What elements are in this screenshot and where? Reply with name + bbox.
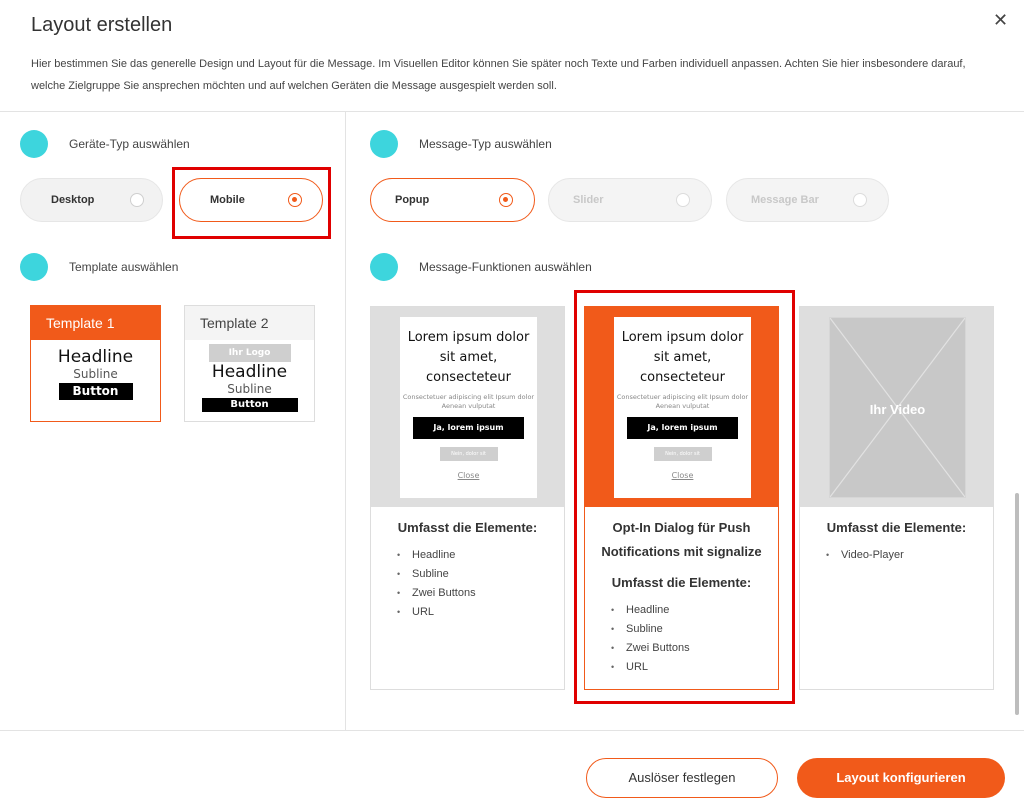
mock-text: Consectetuer adipiscing elit Ipsum dolor Aenean vulputat (402, 393, 535, 410)
device-option-label: Desktop (51, 194, 95, 206)
radio-icon (853, 193, 867, 207)
list-item: • Subline (611, 620, 778, 639)
list-item: • Zwei Buttons (611, 639, 778, 658)
list-item: • URL (611, 658, 778, 677)
template-name: Template 1 (31, 306, 160, 340)
template-subline: Subline (227, 382, 272, 396)
list-item: • Subline (397, 565, 564, 584)
card-preview (371, 307, 564, 507)
function-card-video[interactable] (799, 306, 994, 690)
card-heading: Umfasst die Elemente: (397, 520, 538, 535)
mock-secondary-button: Nein, dolor sit (654, 447, 712, 461)
list-item: • Headline (611, 601, 778, 620)
divider-top (0, 111, 1024, 112)
card-element-list (800, 546, 993, 565)
template-option-1[interactable] (30, 305, 161, 422)
configure-layout-button[interactable]: Layout konfigurieren (797, 758, 1005, 798)
radio-icon (676, 193, 690, 207)
highlight-frame-push-card (574, 290, 795, 704)
mock-title: Lorem ipsum dolor sit amet, consecteteur (407, 330, 530, 385)
video-placeholder (829, 317, 966, 498)
step-label-functions: Message-Funktionen auswählen (419, 260, 592, 274)
step-label-message-type: Message-Typ auswählen (419, 137, 552, 151)
list-item: • Video-Player (826, 546, 993, 565)
card-title: Opt-In Dialog für Push Notifications mit signalize (601, 520, 762, 559)
mock-primary-button: Ja, lorem ipsum (413, 417, 524, 439)
popup-mockup (400, 317, 537, 498)
step-label-template: Template auswählen (69, 260, 179, 274)
scrollbar[interactable] (1015, 493, 1019, 715)
radio-icon (130, 193, 144, 207)
step-label-device: Geräte-Typ auswählen (69, 137, 190, 151)
mock-primary-button: Ja, lorem ipsum (627, 417, 738, 439)
step-indicator-template (20, 253, 48, 281)
message-type-slider[interactable] (548, 178, 712, 222)
mock-secondary-button: Nein, dolor sit (440, 447, 498, 461)
mock-title: Lorem ipsum dolor sit amet, consecteteur (621, 330, 744, 385)
divider-bottom (0, 730, 1024, 731)
template-button: Button (202, 398, 298, 412)
device-option-desktop[interactable] (20, 178, 163, 222)
mock-text: Consectetuer adipiscing elit Ipsum dolor Aenean vulputat (616, 393, 749, 410)
template-option-2[interactable] (184, 305, 315, 422)
list-item: • Zwei Buttons (397, 584, 564, 603)
close-icon[interactable]: ✕ (993, 10, 1009, 30)
list-item: • URL (397, 603, 564, 622)
dialog-intro: Hier bestimmen Sie das generelle Design und Layout für die Message. Im Visuellen Editor können Sie später noch Texte und Farben individuell anpassen. Achten Sie hier insbesondere darauf, welche Zielgruppe Sie ansprechen möchten und auf welchen Geräten die Message ausgespielt werden soll. (31, 58, 966, 92)
video-label: Ihr Video (869, 402, 926, 417)
message-type-popup[interactable] (370, 178, 535, 222)
step-indicator-message-type (370, 130, 398, 158)
card-preview (800, 307, 993, 507)
template-preview (185, 344, 314, 412)
template-name: Template 2 (185, 306, 314, 340)
card-heading: Umfasst die Elemente: (611, 575, 752, 590)
template-preview (31, 340, 160, 400)
radio-selected-icon (499, 193, 513, 207)
step-indicator-device (20, 130, 48, 158)
divider-vertical (345, 112, 346, 730)
template-headline: Headline (57, 347, 134, 367)
mock-close-link: Close (457, 471, 480, 480)
message-type-label: Slider (573, 194, 604, 206)
device-option-label: Mobile (210, 194, 245, 206)
template-logo: Ihr Logo (209, 344, 291, 362)
list-item: • Headline (397, 546, 564, 565)
highlight-frame-mobile (172, 167, 331, 239)
card-heading: Umfasst die Elemente: (826, 520, 967, 535)
message-type-label: Message Bar (751, 194, 819, 206)
card-element-list (371, 546, 564, 622)
template-subline: Subline (73, 367, 118, 381)
step-indicator-functions (370, 253, 398, 281)
dialog-title: Layout erstellen (31, 14, 173, 36)
message-type-label: Popup (395, 194, 430, 206)
function-card-popup[interactable] (370, 306, 565, 690)
message-type-message-bar[interactable] (726, 178, 889, 222)
mock-close-link: Close (671, 471, 694, 480)
set-trigger-button[interactable]: Auslöser festlegen (586, 758, 778, 798)
template-headline: Headline (211, 362, 288, 382)
template-button: Button (59, 383, 133, 400)
